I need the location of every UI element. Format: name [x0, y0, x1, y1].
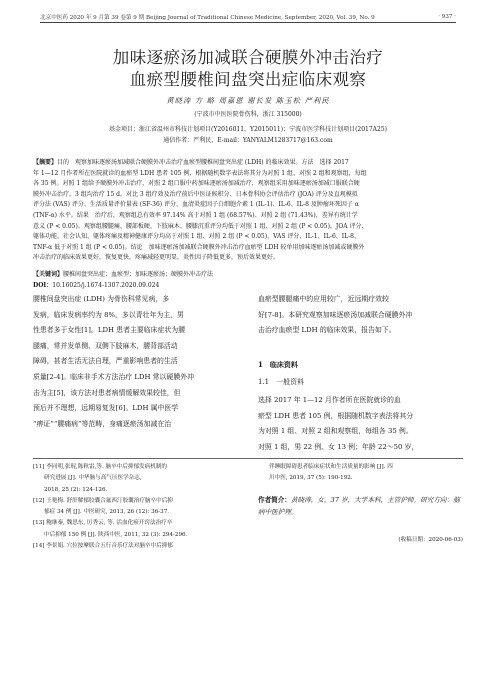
reference-line: 郁症 34 例 [J]. 中医研究, 2013, 26 (12): 36-37.	[44, 509, 170, 516]
funding-note: 基金项目：浙江省温州市科技计划项目(Y2016011，Y2015011)；宁波市医学科技计划项目(2017A25)	[109, 126, 387, 133]
keywords-text: 腰椎间盘突出症；血瘀型；加味逐瘀汤；硬膜外冲击疗法	[63, 271, 214, 278]
body-column-right-intro: 血瘀型腰腿痛中的应用较广，近远期疗效较 好[7-8]。本研究观察加味逐瘀汤加减联合硬膜外冲 击治疗血瘀型 LDH 的临床效果，报告如下。	[258, 295, 413, 335]
doi	[33, 280, 463, 289]
body-column-left: 腰椎间盘突出症 (LDH) 为骨伤科常见病，多 发病，临床发病率约为 8%，多以青壮年为主，男 性患者多于女性[1]。LDH 患者主要临床症状为腰 腿痛，常并发单侧、双侧下肢麻木，腰背部活动 障碍，甚者生活无法自理，严重影响患者的生活 质量[2-4]。临床非手术方法治疗 LDH 常以硬膜外冲 击为主[5]，该方法对患者病情缓解效果较佳，但 预后并不理想，远期易复发[6]。LDH 属中医学 “痹证”“腰痛病”等范畴，身痛逐瘀汤加减在治	[33, 295, 194, 428]
reference-item	[33, 518, 239, 541]
reference-line: [11] 李同明,张琨,陈秋雷,等. 脑卒中后抑郁发病机制的	[33, 464, 168, 470]
reference-line: [13] 鲍继秦, 魏思东, 厉秀云, 等. 活血化瘀开窍法治疗卒	[33, 520, 173, 527]
reference-item	[33, 496, 239, 519]
corresponding-author: 通信作者：严利民，E-mail：YANYALM1283717@163.com	[163, 137, 333, 144]
author-bio	[258, 494, 464, 518]
keywords-label: 【关键词】	[33, 271, 64, 278]
abstract-label: 【摘要】	[33, 159, 58, 166]
subsection-heading-1-1: 1.1 一般资料	[258, 378, 305, 386]
page-number: · 937 ·	[438, 14, 456, 20]
author-bio-label: 作者简介：	[258, 496, 291, 504]
article-title-line-2: 血瘀型腰椎间盘突出症临床观察	[129, 70, 367, 89]
article-title-line-1: 加味逐瘀汤加减联合硬膜外冲击治疗	[112, 48, 384, 67]
reference-line: 川中医, 2019, 37 (5): 190-192.	[269, 475, 353, 482]
reference-item	[33, 462, 239, 496]
abstract	[33, 158, 463, 264]
reference-item	[258, 462, 464, 485]
body-column-right: 选择 2017 年 1—12 月作者所在医院就诊的血 瘀型 LDH 患者 105 例，根据随机数字表法将其分 为对照 1 组、对照 2 组和观察组，每组各 35 例。 对照 1 组，男 22 例、女 13 例；年龄 22～50 岁，	[258, 396, 419, 451]
running-header-journal: 北京中医药 2020 年 9 月第 39 卷第 9 期 Beijing Journal of Traditional Chinese Medicine, September, 2020, Vol. 39, No. 9	[40, 15, 375, 21]
keywords	[33, 269, 463, 278]
reference-item	[33, 541, 239, 552]
references-divider	[33, 458, 463, 459]
doi-text: 10.16025/j.1674-1307.2020.09.024	[52, 282, 160, 289]
received-date: (收稿日期：2020-06-03)	[398, 537, 463, 543]
reference-line: [12] 王艳梅. 舒肝解郁胶囊合氟西汀胶囊治疗脑卒中后抑	[33, 497, 173, 504]
header-rule	[40, 22, 456, 23]
references-left	[33, 462, 239, 552]
affiliation: (宁波市中医医院骨伤科，浙江 315000)	[194, 111, 302, 118]
running-header	[40, 13, 456, 21]
doi-label: DOI：	[33, 282, 53, 289]
reference-line: 研究进展 [J]. 中华脑与高气压医学杂志,	[44, 475, 142, 482]
section-heading-1: 1 临床资料	[258, 360, 298, 369]
reference-line: 伴睡眠障碍患者临床症状和生活质量的影响 [J]. 四	[269, 464, 393, 470]
reference-line: 2018, 25 (2): 124-126.	[44, 486, 108, 493]
author-list: 黄晓涛 方 略 周嘉恩 谢长发 陈玉松 严利民	[166, 96, 330, 105]
reference-line: 中后抑郁 150 例 [J]. 陕西中医, 2011, 32 (3): 294-296.	[44, 531, 188, 538]
reference-line: [14] 李景娟. 穴位按摩联合五行音乐疗法对脑卒中后抑郁	[33, 543, 173, 550]
references-right	[258, 462, 464, 485]
abstract-text: 目的 观察加味逐瘀汤加减联合硬膜外冲击治疗血瘀型腰椎间盘突出症 (LDH) 的临床效果。方法 选择 2017 年 1—12 月作者所在医院就诊的血瘀型 LDH 患者 105 例，根据随机数字表法将其分为对照 1 组、对照 2 组和观察组，每组 各 35 例。对照 1 组给予硬膜外冲击治疗，对照 2 组口服中药加味逐瘀汤加减治疗，观察组采用加味逐瘀汤加减口服联合硬 膜外冲击治疗。3 组均治疗 15 d。对比 3 组疗效及治疗前后中医证候积分、日本骨科协会评估治疗 (JOA) 评分及直观模拟 评分法 (VAS) 评分、生活质量评价量表 (SF-36) 评分、血清炎症因子白细胞介素 1 (IL-1)、IL-6、IL-8 及肿瘤坏死因子 α (TNF-α) 水平。结果 治疗后，观察组总有效率 97.14% 高于对照 1 组 (68.57%)、对照 2 组 (71.43%)，差异有统计学 意义 (P < 0.05)。观察组腰腿痛、腰部板硬、下肢麻木、腰膝沉重评分均低于对照 1 组、对照 2 组 (P < 0.05)，JOA 评分、 躯体功能、社会认知、躯体疼痛及精神健康评分均高于对照 1 组、对照 2 组 (P < 0.05)，VAS 评分、IL-1、IL-6、IL-8、 TNF-α 低于对照 1 组 (P < 0.05)。结论 加味逐瘀汤加减联合硬膜外冲击治疗血瘀型 LDH 较单用加味逐瘀汤加减或硬膜外 冲击治疗的临床效果更好，恢复更快，疼痛减轻更明显，炎性因子降低更多，预后效果更好。	[33, 159, 368, 262]
author-bio-text: 黄晓涛，女，37 岁，大学本科，主管护师。研究方向：脑病中医护理。	[258, 496, 460, 516]
